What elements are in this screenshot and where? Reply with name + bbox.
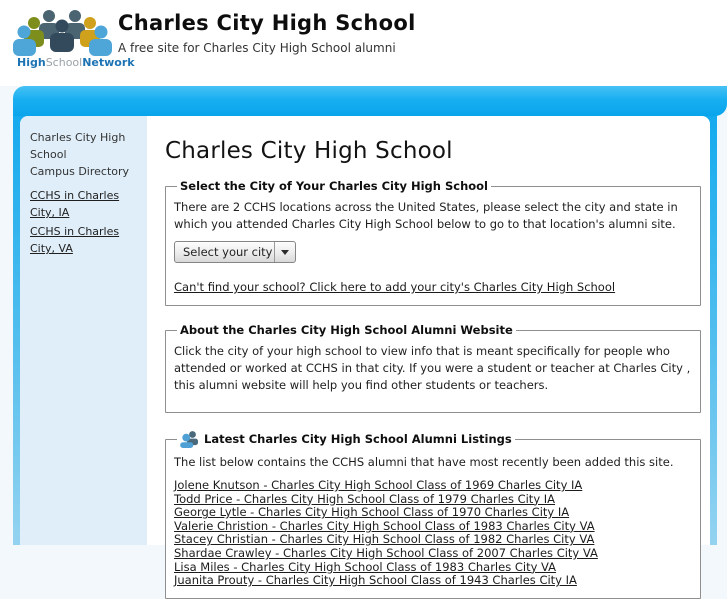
site-title: Charles City High School — [118, 11, 416, 35]
sidebar-campus-directory-label: Campus Directory — [30, 165, 130, 178]
alumni-link[interactable]: Lisa Miles - Charles City High School Class of 1983 Charles City VA — [174, 559, 557, 574]
logo-word-high: High — [17, 56, 46, 69]
top-nav-bar — [13, 86, 727, 116]
about-description: Click the city of your high school to view info that is meant specifically for people who attended or worked at CCHS in that city. If you were a student or teacher at Charles City , this alumni website will help you find other students or teachers. — [174, 344, 691, 392]
select-city-section — [165, 179, 701, 306]
people-group-logo-icon — [15, 8, 111, 56]
main-content — [147, 116, 710, 588]
alumni-link[interactable]: Stacey Christian - Charles City High School Class of 1982 Charles City VA — [174, 532, 595, 547]
sidebar-school-name: Charles City High School — [30, 131, 126, 161]
page-title: Charles City High School — [165, 138, 453, 164]
sidebar — [20, 116, 147, 545]
alumni-listings-section — [165, 430, 701, 599]
site-header — [0, 0, 727, 86]
select-city-description: There are 2 CCHS locations across the United States, please select the city and state in which you attended Charles City High School below to go to that location's alumni site. — [174, 200, 678, 231]
city-select-value: Select your city — [183, 245, 273, 259]
alumni-link[interactable]: George Lytle - Charles City High School Class of 1970 Charles City IA — [174, 505, 570, 520]
sidebar-campus-link[interactable]: CCHS in Charles City, VA — [30, 225, 120, 255]
alumni-link[interactable]: Todd Price - Charles City High School Class of 1979 Charles City IA — [174, 491, 556, 506]
city-select-dropdown[interactable] — [174, 241, 296, 263]
logo-word-network: Network — [82, 56, 135, 69]
alumni-listings-legend — [177, 430, 515, 448]
sidebar-campus-links — [30, 187, 139, 257]
logo-word-school: School — [45, 56, 83, 69]
highschoolnetwork-logo — [15, 8, 135, 70]
alumni-link[interactable]: Valerie Christion - Charles City High School Class of 1983 Charles City VA — [174, 518, 595, 533]
about-section — [165, 323, 701, 413]
alumni-link[interactable]: Shardae Crawley - Charles City High School Class of 2007 Charles City VA — [174, 545, 598, 560]
alumni-listings-description: The list below contains the CCHS alumni that have most recently been added this site. — [174, 455, 674, 469]
people-icon — [180, 430, 199, 448]
alumni-listings-legend-text: Latest Charles City High School Alumni Listings — [204, 432, 512, 446]
page-frame — [13, 112, 717, 588]
about-legend: About the Charles City High School Alumni Website — [180, 323, 513, 337]
alumni-link[interactable]: Juanita Prouty - Charles City High School Class of 1943 Charles City IA — [174, 573, 577, 588]
site-subtitle: A free site for Charles City High School alumni — [118, 41, 396, 55]
select-city-legend: Select the City of Your Charles City High School — [180, 179, 488, 193]
dropdown-arrow-icon[interactable] — [274, 242, 294, 262]
alumni-list — [174, 479, 692, 588]
logo-wordmark — [17, 56, 135, 69]
sidebar-campus-link[interactable]: CCHS in Charles City, IA — [30, 189, 120, 219]
add-school-link[interactable]: Can't find your school? Click here to add your city's Charles City High School — [174, 280, 616, 294]
alumni-link[interactable]: Jolene Knutson - Charles City High School Class of 1969 Charles City IA — [174, 478, 583, 492]
page-body — [20, 116, 710, 588]
